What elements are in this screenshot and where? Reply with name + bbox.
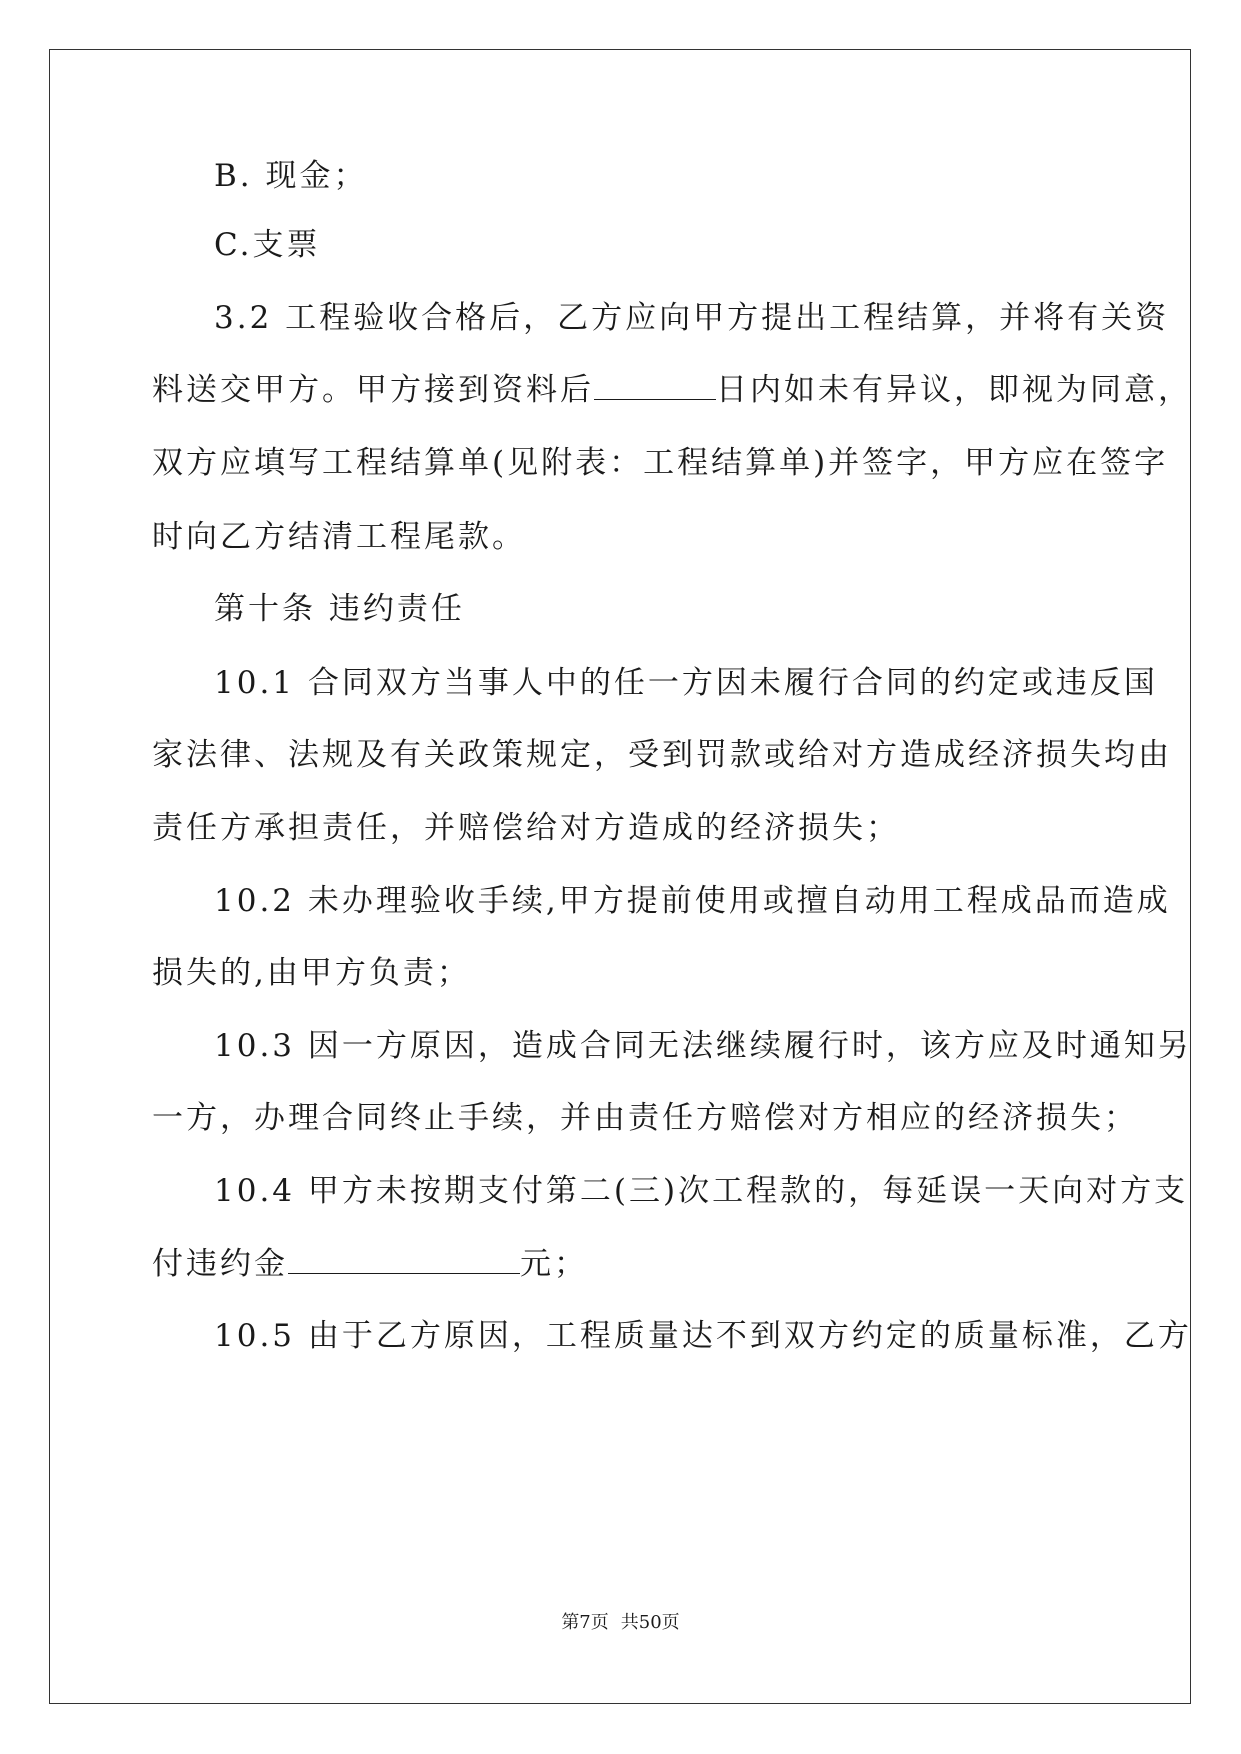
clause-3-2-line-2 bbox=[152, 370, 1192, 410]
fill-in-blank-amount[interactable] bbox=[288, 1247, 520, 1274]
clause-3-2-line-3: 双方应填写工程结算单(见附表：工程结算单)并签字，甲方应在签字 bbox=[152, 445, 1169, 481]
clause-10-2-line-1: 10.2 未办理验收手续,甲方提前使用或擅自动用工程成品而造成 bbox=[214, 883, 1171, 919]
total-pages: 共50页 bbox=[620, 1612, 680, 1633]
clause-10-1-line-1: 10.1 合同双方当事人中的任一方因未履行合同的约定或违反国 bbox=[214, 665, 1158, 701]
article-10-heading: 第十条 违约责任 bbox=[214, 591, 465, 627]
text-segment: 付违约金 bbox=[152, 1246, 288, 1282]
clause-10-3-line-2: 一方，办理合同终止手续，并由责任方赔偿对方相应的经济损失； bbox=[152, 1100, 1138, 1136]
text-segment: 元； bbox=[520, 1246, 588, 1282]
clause-10-1-line-2: 家法律、法规及有关政策规定，受到罚款或给对方造成经济损失均由 bbox=[152, 737, 1172, 773]
text-segment: 日内如未有异议，即视为同意， bbox=[716, 372, 1192, 408]
page-number: 第7页 bbox=[561, 1612, 609, 1633]
option-b-cash: B. 现金； bbox=[214, 158, 368, 194]
text-segment: 料送交甲方。甲方接到资料后 bbox=[152, 372, 594, 408]
clause-10-1-line-3: 责任方承担责任，并赔偿给对方造成的经济损失； bbox=[152, 810, 900, 846]
clause-3-2-line-1: 3.2 工程验收合格后，乙方应向甲方提出工程结算，并将有关资 bbox=[214, 300, 1170, 336]
page-footer bbox=[0, 1608, 1241, 1634]
clause-10-5-line-1: 10.5 由于乙方原因，工程质量达不到双方约定的质量标准，乙方 bbox=[214, 1318, 1192, 1354]
option-c-check: C.支票 bbox=[214, 227, 321, 263]
clause-10-3-line-1: 10.3 因一方原因，造成合同无法继续履行时，该方应及时通知另 bbox=[214, 1028, 1192, 1064]
clause-10-4-line-2 bbox=[152, 1244, 588, 1284]
clause-10-2-line-2: 损失的,由甲方负责； bbox=[152, 955, 471, 991]
clause-3-2-line-4: 时向乙方结清工程尾款。 bbox=[152, 519, 526, 555]
fill-in-blank-days[interactable] bbox=[594, 373, 716, 400]
clause-10-4-line-1: 10.4 甲方未按期支付第二(三)次工程款的，每延误一天向对方支 bbox=[214, 1173, 1189, 1209]
